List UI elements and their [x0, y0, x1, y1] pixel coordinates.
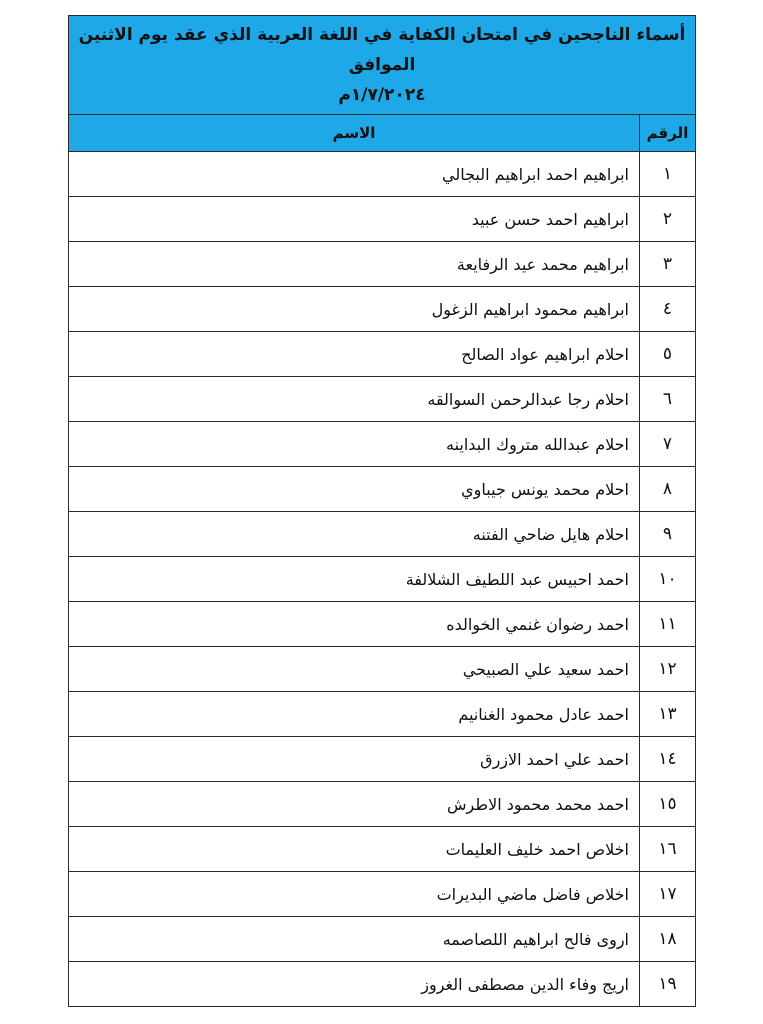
- row-number: ٤: [640, 287, 696, 332]
- table-row: [69, 692, 696, 737]
- table-row: [69, 962, 696, 1007]
- row-name: احمد محمد محمود الاطرش: [69, 782, 640, 827]
- row-name: اخلاص فاضل ماضي البديرات: [69, 872, 640, 917]
- row-name: ابراهيم احمد حسن عبيد: [69, 197, 640, 242]
- row-name: ابراهيم محمود ابراهيم الزغول: [69, 287, 640, 332]
- table-row: [69, 782, 696, 827]
- row-number: ١٦: [640, 827, 696, 872]
- row-number: ٢: [640, 197, 696, 242]
- row-name: احمد عادل محمود الغنانيم: [69, 692, 640, 737]
- row-number: ١: [640, 152, 696, 197]
- row-name: احلام ابراهيم عواد الصالح: [69, 332, 640, 377]
- table-row: [69, 557, 696, 602]
- row-number: ١١: [640, 602, 696, 647]
- row-number: ١٩: [640, 962, 696, 1007]
- row-number: ٥: [640, 332, 696, 377]
- table-row: [69, 467, 696, 512]
- row-number: ٨: [640, 467, 696, 512]
- row-number: ١٨: [640, 917, 696, 962]
- row-number: ٦: [640, 377, 696, 422]
- row-name: احمد علي احمد الازرق: [69, 737, 640, 782]
- row-name: احمد رضوان غنمي الخوالده: [69, 602, 640, 647]
- table-row: [69, 872, 696, 917]
- row-name: احمد سعيد علي الصبيحي: [69, 647, 640, 692]
- title-line-1: أسماء الناجحين في امتحان الكفاية في اللغة العربية الذي عقد يوم الاثنين الموافق: [78, 25, 686, 75]
- table-row: [69, 827, 696, 872]
- row-number: ١٥: [640, 782, 696, 827]
- table-body: [69, 152, 696, 1007]
- table-title: [69, 16, 696, 115]
- table-row: [69, 377, 696, 422]
- row-number: ١٢: [640, 647, 696, 692]
- table-row: [69, 287, 696, 332]
- row-name: اريج وفاء الدين مصطفى الغروز: [69, 962, 640, 1007]
- table-row: [69, 197, 696, 242]
- row-number: ٩: [640, 512, 696, 557]
- row-number: ٣: [640, 242, 696, 287]
- row-name: احلام رجا عبدالرحمن السوالقه: [69, 377, 640, 422]
- table-row: [69, 152, 696, 197]
- row-name: احمد احبيس عبد اللطيف الشلالفة: [69, 557, 640, 602]
- title-date: ١/٧/٢٠٢٤م: [338, 85, 426, 105]
- row-name: احلام هايل ضاحي الفتنه: [69, 512, 640, 557]
- row-number: ٧: [640, 422, 696, 467]
- table-row: [69, 332, 696, 377]
- table-row: [69, 512, 696, 557]
- table-row: [69, 242, 696, 287]
- row-number: ١٠: [640, 557, 696, 602]
- row-name: ابراهيم محمد عيد الرفايعة: [69, 242, 640, 287]
- row-number: ١٣: [640, 692, 696, 737]
- table-row: [69, 422, 696, 467]
- row-name: اخلاص احمد خليف العليمات: [69, 827, 640, 872]
- header-row: [69, 115, 696, 152]
- header-number: الرقم: [640, 115, 696, 152]
- results-table: [68, 15, 696, 1007]
- table-row: [69, 602, 696, 647]
- row-name: ابراهيم احمد ابراهيم البجالي: [69, 152, 640, 197]
- header-name: الاسم: [69, 115, 640, 152]
- row-name: احلام عبدالله متروك البداينه: [69, 422, 640, 467]
- table-row: [69, 737, 696, 782]
- table-row: [69, 917, 696, 962]
- row-number: ١٤: [640, 737, 696, 782]
- row-name: احلام محمد يونس جيباوي: [69, 467, 640, 512]
- title-row: [69, 16, 696, 115]
- table-row: [69, 647, 696, 692]
- row-number: ١٧: [640, 872, 696, 917]
- row-name: اروى فالح ابراهيم اللصاصمه: [69, 917, 640, 962]
